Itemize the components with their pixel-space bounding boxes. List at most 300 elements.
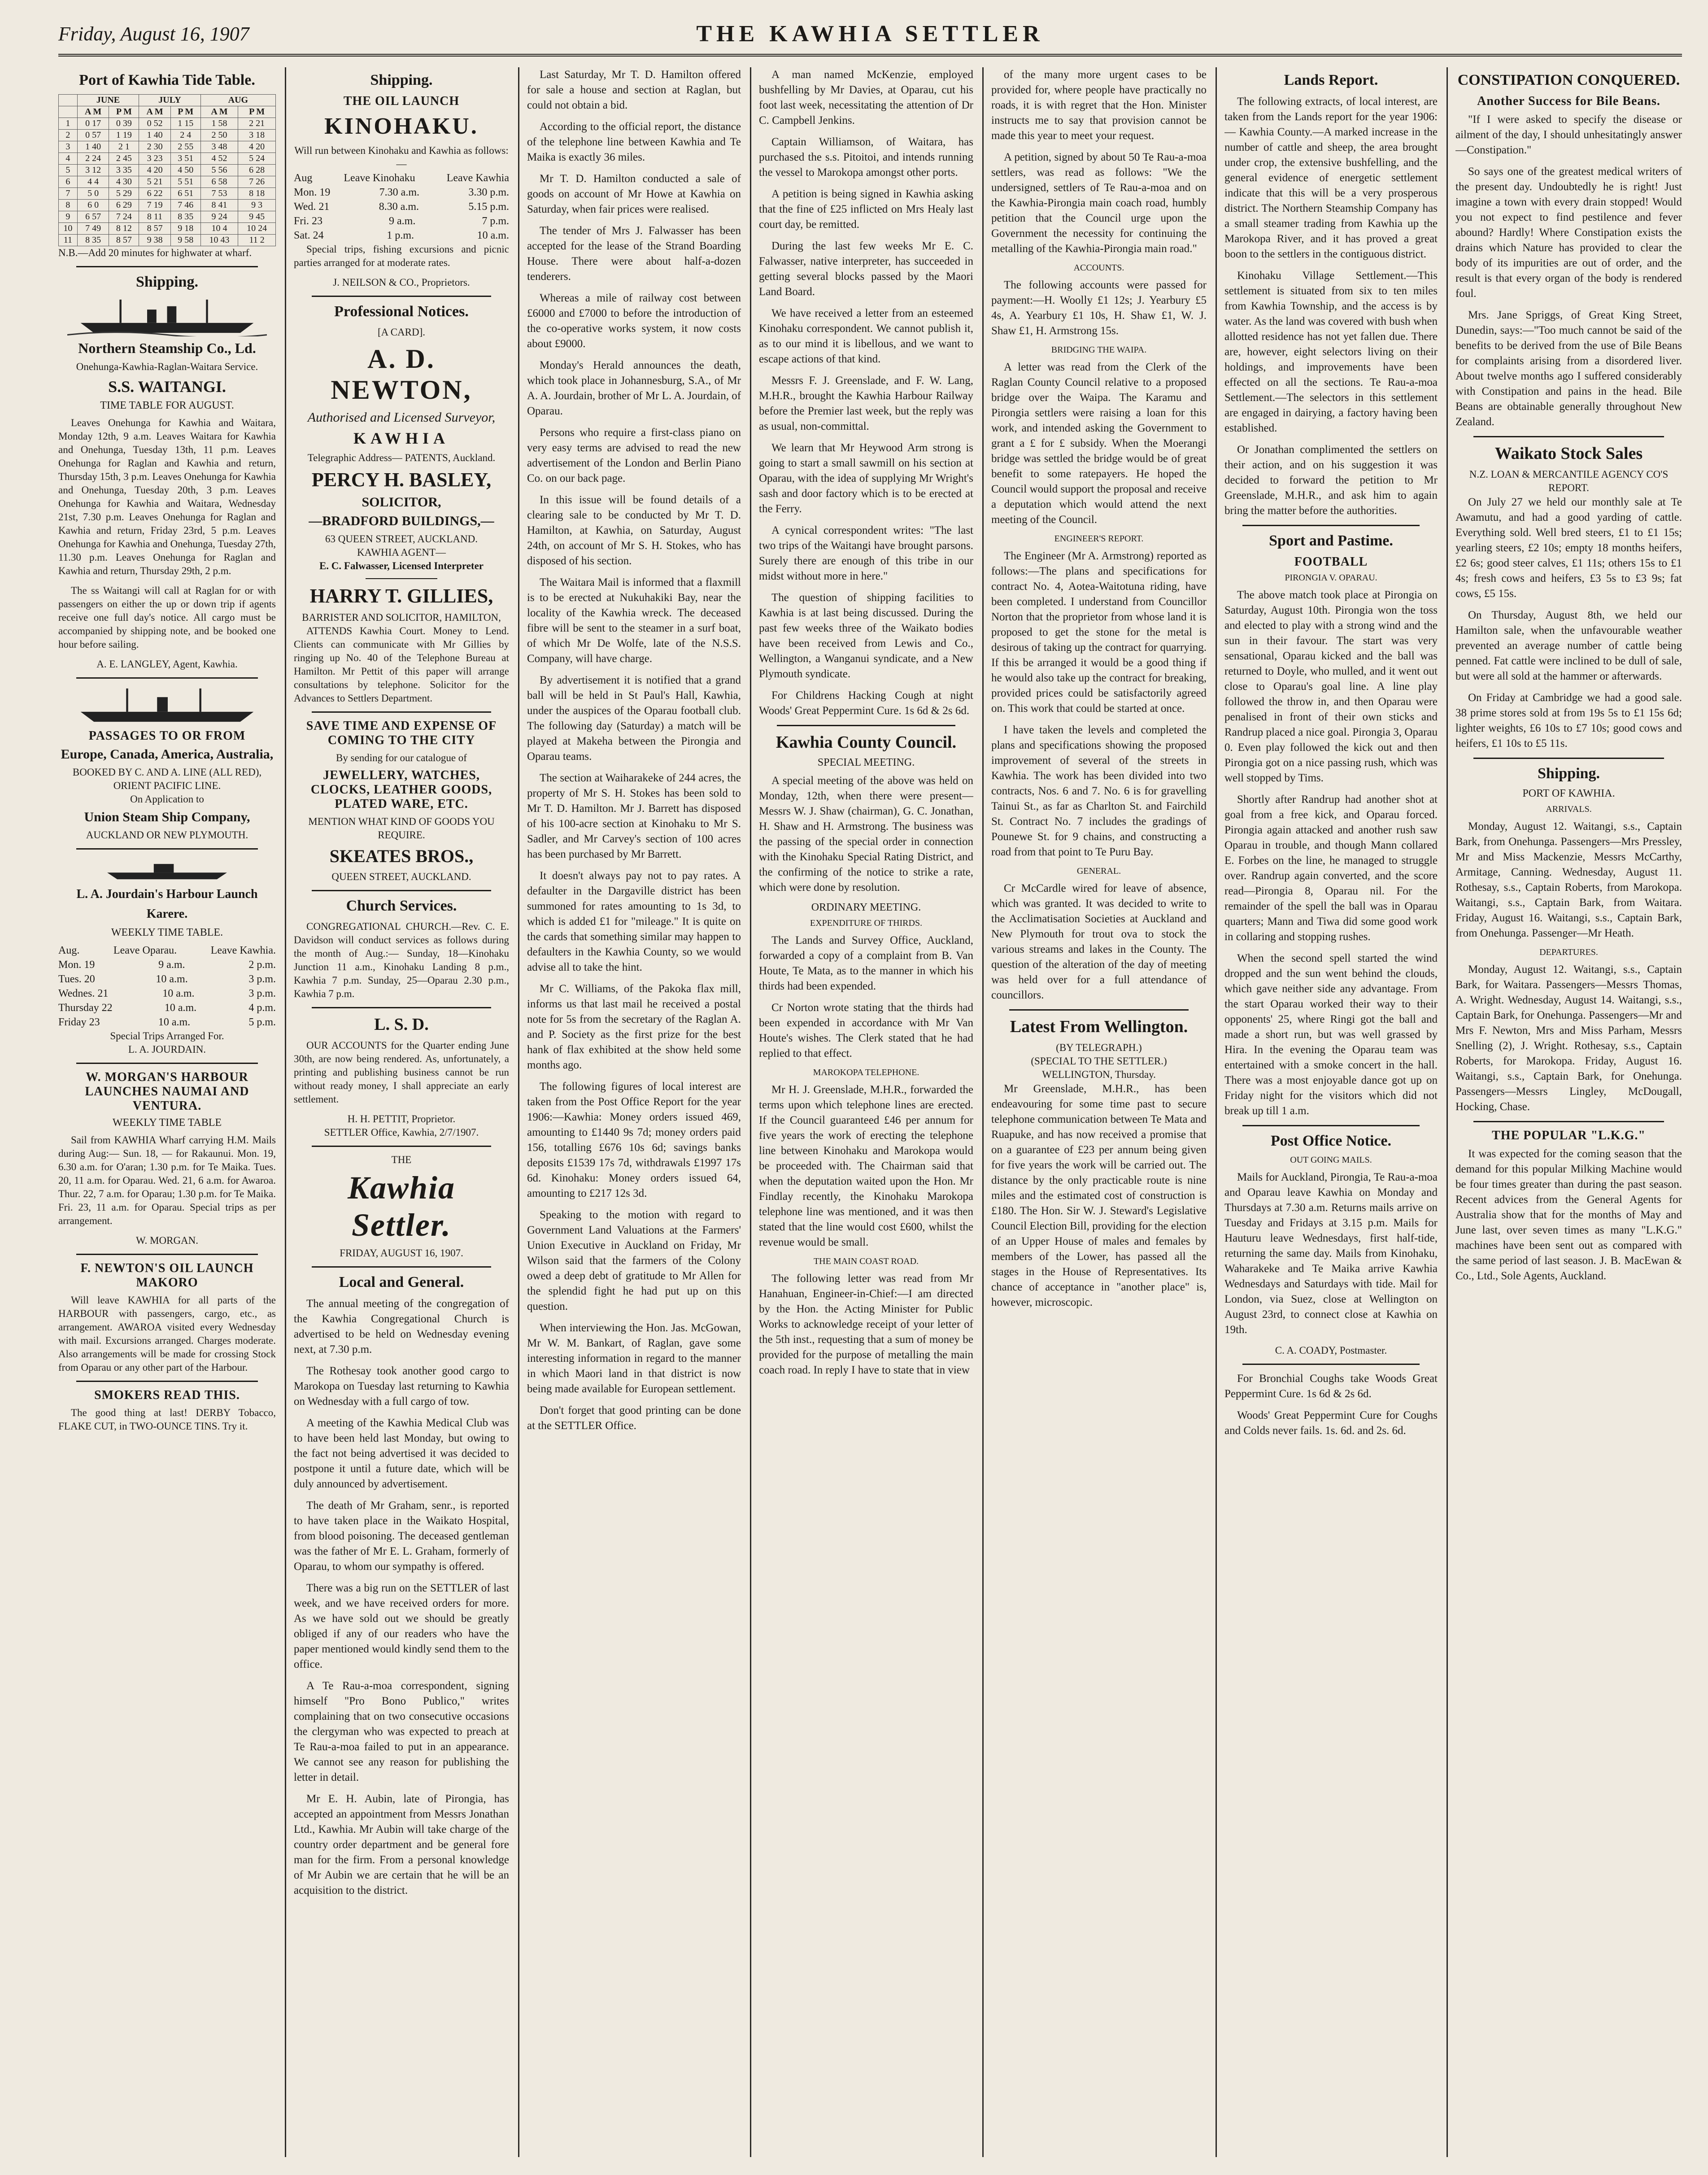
- newton-town: KAWHIA: [353, 429, 450, 447]
- tide-cell: 10 43: [200, 235, 238, 246]
- tide-cell: 9 18: [170, 223, 200, 235]
- departures-heading: DEPARTURES.: [1539, 947, 1598, 957]
- column-rule: [518, 67, 519, 2157]
- schedule-cell: 2 p.m.: [248, 959, 276, 971]
- nsc-route: Onehunga-Kawhia-Raglan-Waitara Service.: [76, 361, 258, 372]
- tide-cell: 4 20: [238, 141, 276, 153]
- tide-cell: 4 52: [200, 153, 238, 165]
- schedule-cell: 7.30 a.m.: [379, 187, 419, 198]
- schedule-cell: Thursday 22: [58, 1002, 113, 1014]
- schedule-cell: 5.15 p.m.: [468, 201, 509, 213]
- tide-cell: 8 18: [238, 188, 276, 200]
- schedule-row: [294, 200, 509, 214]
- schedule-cell: Mon. 19: [294, 187, 331, 198]
- departures-text: Monday, August 12. Waitangi, s.s., Captain Bark, for Waitara. Passengers—Messrs Thomas, A. Wright. Wednesday, August 14. Waitangi, s.s., Captain Bark, for Onehunga. Passengers—Mr and Mrs F. Newton, Mrs and Miss Parham, Messrs Snelling (2), J. Wright. Rothesay, s.s., Captain Roberts, for Marokopa. Friday, August 16. Waitangi, s.s., Captain Bark, for Onehunga. Passengers—Messrs Lingley, McDougall, Hocking, Chase.: [1455, 963, 1682, 1113]
- news-paragraph: In this issue will be found details of a clearing sale to be conducted by Mr T. D. Hamilton, at Kawhia, on Saturday, August 24th, on account of Mr S. H. Stokes, who has disposed of his section.: [527, 494, 741, 567]
- mention: MENTION WHAT KIND OF GOODS YOU REQUIRE.: [308, 816, 495, 841]
- save-sub: By sending for our catalogue of: [336, 752, 467, 763]
- nsc-title: Northern Steamship Co., Ld.: [78, 340, 256, 356]
- skeates-address: QUEEN STREET, AUCKLAND.: [331, 871, 471, 882]
- tide-cell: 4 20: [139, 165, 171, 176]
- gillies-text: ATTENDS Kawhia Court. Money to Lend. Clients can communicate with Mr Gillies by ringing up No. 40 of the Telephone Bureau at Hamilton. Mr Pettit of this paper will arrange consultations by telephone. Solicitor for the Advances to Settlers Department.: [294, 625, 509, 704]
- schedule-cell: 5 p.m.: [248, 1016, 276, 1028]
- tide-cell: 9 58: [170, 235, 200, 246]
- bridging-heading: BRIDGING THE WAIPA.: [1051, 345, 1147, 355]
- schedule-cell: Friday 23: [58, 1016, 100, 1028]
- tide-cell: 4: [59, 153, 78, 165]
- kawhia-agent: KAWHIA AGENT—: [357, 547, 446, 558]
- schedule-row: [58, 986, 276, 1001]
- tide-cell: 7 26: [238, 176, 276, 188]
- issue-date: Friday, August 16, 1907: [58, 23, 249, 45]
- tide-cell: 5 51: [170, 176, 200, 188]
- launch-illustration: [67, 856, 267, 883]
- news-paragraph: There was a big run on the SETTLER of last week, and we have received orders for more. As we have sold out we should be greatly obliged if any of our readers who have the paper mentioned would kindly send them to the office.: [294, 1582, 509, 1670]
- basley-solicitor: SOLICITOR,: [362, 495, 441, 510]
- arrivals-text: Monday, August 12. Waitangi, s.s., Captain Bark, from Onehunga. Passengers—Mrs Pressley, Mr and Miss Mackenzie, Messrs McCarthy, Armitage, Canning. Wednesday, August 11. Rothesay, s.s., Captain Roberts, from Marokopa. Waitangi, s.s., Captain Bark, from Waitara. Friday, August 16. Waitangi, s.s., Captain Bark, from Onehunga. Passenger—Mr Heath.: [1455, 820, 1682, 939]
- gillies-name: HARRY T. GILLIES,: [309, 585, 493, 607]
- tide-cell: 6 58: [200, 176, 238, 188]
- schedule-row: [58, 943, 276, 958]
- news-paragraph: Monday's Herald announces the death, which took place in Johannesburg, S.A., of Mr A. A. Jourdain, brother of Mr L. A. Jourdain, of Oparau.: [527, 359, 741, 417]
- destinations: Europe, Canada, America, Australia,: [61, 747, 274, 762]
- column-7: [1455, 67, 1682, 2157]
- bile-beans-heading: Another Success for Bile Beans.: [1477, 94, 1660, 108]
- langley-signature: A. E. LANGLEY, Agent, Kawhia.: [96, 658, 238, 670]
- tide-col-header: A M: [200, 106, 238, 118]
- marokopa-text: Mr H. J. Greenslade, M.H.R., forwarded the terms upon which telephone lines are erected. If the Council guaranteed £46 per annum for five years the work of erecting the telephone line between Kinohaku and Marokopa would be proceeded with. The Chairman said that when the deputation waited upon the Hon. Mr Findlay recently, the Kinohaku Marokopa telephone line was mentioned, and it was then stated that the line would cost £600, whilst the revenue would be small.: [759, 1084, 973, 1248]
- schedule-row: [58, 972, 276, 986]
- news-paragraph: A Te Rau-a-moa correspondent, signing himself "Pro Bono Publico," writes complaining that on two consecutive occasions the clergyman who was expected to preach at Te Rau-a-moa failed to put in an appearance. We cannot see any reason for publishing the letter in detail.: [294, 1680, 509, 1783]
- schedule-cell: 3.30 p.m.: [468, 187, 509, 198]
- wellington-heading: Latest From Wellington.: [1010, 1017, 1188, 1036]
- masthead: [58, 18, 1682, 57]
- tide-cell: 6 22: [139, 188, 171, 200]
- paper-the: THE: [391, 1154, 412, 1165]
- tide-cell: 5 56: [200, 165, 238, 176]
- smokers-heading: SMOKERS READ THIS.: [94, 1388, 240, 1402]
- schedule-cell: Wednes. 21: [58, 988, 109, 999]
- kinohaku-note: Special trips, fishing excursions and picnic parties arranged for at moderate rates.: [294, 244, 509, 268]
- tide-cell: 11 2: [238, 235, 276, 246]
- printing-note: Don't forget that good printing can be done at the SETTLER Office.: [527, 1404, 741, 1432]
- news-paragraph: The annual meeting of the congregation of the Kawhia Congregational Church is advertised to be held on Wednesday evening next, at 7.30 p.m.: [294, 1298, 509, 1356]
- booking-lines: BOOKED BY C. AND A. LINE (ALL RED), ORIENT PACIFIC LINE.: [72, 767, 262, 791]
- newton-address: Telegraphic Address— PATENTS, Auckland.: [307, 452, 496, 463]
- column-1: [58, 67, 276, 2157]
- schedule-cell: Leave Oparau.: [113, 945, 177, 956]
- tide-cell: 2 30: [139, 141, 171, 153]
- wellington-dateline: WELLINGTON, Thursday.: [1042, 1069, 1156, 1080]
- tide-cell: 2 45: [109, 153, 139, 165]
- schedule-cell: 10 a.m.: [477, 230, 509, 241]
- steamship-illustration: [67, 296, 267, 336]
- morgan-launches: W. MORGAN'S HARBOUR LAUNCHES NAUMAI AND VENTURA.: [85, 1070, 249, 1113]
- tide-cell: 0 39: [109, 118, 139, 130]
- schedule-row: [294, 214, 509, 228]
- expenditure-heading: EXPENDITURE OF THIRDS.: [810, 918, 923, 928]
- settler-office: SETTLER Office, Kawhia, 2/7/1907.: [324, 1127, 479, 1138]
- tide-cell: 3: [59, 141, 78, 153]
- accounts-heading: ACCOUNTS.: [1073, 263, 1124, 273]
- tide-cell: 5 21: [139, 176, 171, 188]
- tide-cell: 1: [59, 118, 78, 130]
- morgan-schedule: Sail from KAWHIA Wharf carrying H.M. Mails during Aug:— Sun. 18, — for Rakaunui. Mon. 19, 6.30 a.m. for O'aran; 1.30 p.m. for Te Maika. Tues. 20, 11 a.m. for Oparau. Wed. 21, 6 a.m. for Awaroa. Thur. 22, 7 a.m. for Oparau; 1.30 p.m. for Te Maika. Fri. 23, 11 a.m. for Oparau. Special trips as per arrangement.: [58, 1134, 276, 1226]
- football-heading: FOOTBALL: [1294, 555, 1368, 569]
- schedule-cell: Wed. 21: [294, 201, 330, 213]
- tide-row: [59, 200, 276, 211]
- tide-cell: 9 45: [238, 211, 276, 223]
- tide-cell: 4 4: [77, 176, 109, 188]
- tide-col-header: A M: [139, 106, 171, 118]
- shipping-heading: Shipping.: [370, 72, 433, 88]
- church-text: CONGREGATIONAL CHURCH.—Rev. C. E. Davidson will conduct services as follows during the month of Aug.:— Sunday, 18—Kinohaku Junction 11 a.m., Kinohaku Landing 8 p.m., Kawhia 7 p.m. Sunday, 25—Oparau 2.30 p.m., Kawhia 7 p.m.: [294, 921, 509, 999]
- ordinary-p2: Cr Norton wrote stating that the thirds had been expended in accordance with Mr Van Houte's wishes. The Clerk stated that he had replied to that effect.: [759, 1002, 973, 1059]
- tide-cell: 8 57: [139, 223, 171, 235]
- tide-cell: 1 15: [170, 118, 200, 130]
- column-rule: [1447, 67, 1448, 2157]
- news-paragraph: The following figures of local interest are taken from the Post Office Report for the year 1906:—Kawhia: Money orders issued 469, amounting to £1440 9s 7d; money orders paid 156, totalling £676 10s 6d; savings banks deposits £1539 17s 7d, withdrawals £1997 17s 6d. Kinohaku: Money orders issued 64, amounting to £217 12s 3d.: [527, 1081, 741, 1199]
- tide-cell: 8 41: [200, 200, 238, 211]
- tide-row: [59, 118, 276, 130]
- schedule-row: [294, 171, 509, 185]
- tide-month: AUG: [200, 95, 275, 106]
- news-paragraph: The Waitara Mail is informed that a flaxmill is to be erected at Nukuhakiki Bay, near the locality of the Kawhia wreck. The deceased fibre will be sent to the steamer in a surf boat, of which Mr De Wolfe, late of the N.S.S. Company, will have charge.: [527, 576, 741, 665]
- lands-text: The following extracts, of local interest, are taken from the Lands report for the year 1906:— Kawhia County.—A marked increase in the number of cattle and sheep, the area brought under crop, the extensive bushfelling, and the general evidence of energetic settlement indicate that this will be a very prosperous district. The Northern Steamship Company has a small steamer trading from Kawhia up the Marokopa River, and it has proved a great boon to the settlers in the contiguous district.: [1224, 96, 1438, 260]
- tide-cell: 10 4: [200, 223, 238, 235]
- news-paragraph: We have received a letter from an esteemed Kinohaku correspondent. We cannot publish it, as to our mind it is libellous, and we want to escape actions of that kind.: [759, 307, 973, 365]
- main-road-heading: THE MAIN COAST ROAD.: [813, 1256, 919, 1266]
- schedule-row: [294, 228, 509, 243]
- engineer-heading: ENGINEER'S REPORT.: [1054, 534, 1144, 544]
- tide-cell: 9 24: [200, 211, 238, 223]
- professional-heading: Professional Notices.: [334, 303, 469, 320]
- queen-street: 63 QUEEN STREET, AUCKLAND.: [325, 533, 478, 545]
- karere-schedule: [58, 943, 276, 1029]
- basley-name: PERCY H. BASLEY,: [311, 469, 492, 491]
- lands-text-2: Kinohaku Village Settlement.—This settlement is situated from six to ten miles from Kawhia Township, and the access is by water. As the land was covered with bush when allotted residence has not yet fallen due. There are, however, eight selectors living on their holdings, and improvements have been effected on all the sections. Te Rau-a-moa Settlement.—The selectors in this settlement are engaged in dairying, a factory having been established.: [1224, 270, 1438, 434]
- union-company: Union Steam Ship Company,: [84, 810, 250, 824]
- special-meeting-text: A special meeting of the above was held on Monday, 12th, when there were present—Messrs W. J. Shaw (chairman), G. C. Jonathan, H. Shaw and H. Armstrong. The business was the passing of the special order in connection with the Kinohaku Special Rating District, and the confirming of the notice to strike a rate, which were done by resolution.: [759, 775, 973, 894]
- news-paragraph: For Childrens Hacking Cough at night Woods' Great Peppermint Cure. 1s 6d & 2s 6d.: [759, 689, 973, 717]
- tide-row: [59, 141, 276, 153]
- schedule-cell: Tues. 20: [58, 973, 95, 985]
- news-paragraph: Captain Williamson, of Waitara, has purchased the s.s. Pitoitoi, and intends running the vessel to Marokopa amongst other ports.: [759, 136, 973, 179]
- tide-cell: 5 0: [77, 188, 109, 200]
- tide-cell: 10 24: [238, 223, 276, 235]
- woods-ad: Woods' Great Peppermint Cure for Coughs and Colds never fails. 1s. 6d. and 2s. 6d.: [1224, 1409, 1438, 1437]
- column-6: [1224, 67, 1438, 2157]
- tide-cell: 6 28: [238, 165, 276, 176]
- schedule-cell: 9 a.m.: [158, 959, 185, 971]
- news-paragraph: The question of shipping facilities to Kawhia is at last being discussed. During the past few weeks three of the Waikato bodies have been received from Lewis and Co., Wellington, a Wanganui syndicate, and a New Plymouth syndicate.: [759, 592, 973, 680]
- oil-launch: THE OIL LAUNCH: [343, 94, 460, 108]
- schedule-cell: Aug: [294, 172, 313, 184]
- match-heading: PIRONGIA V. OPARAU.: [1285, 573, 1377, 583]
- tide-month: JUNE: [77, 95, 139, 106]
- schedule-cell: 1 p.m.: [387, 230, 414, 241]
- tide-col-header: P M: [238, 106, 276, 118]
- shipping-heading: Shipping.: [136, 274, 198, 290]
- engineer-text: The Engineer (Mr A. Armstrong) reported as follows:—The plans and specifications for contract No. 4, Aotea-Waitotuna riding, have been completed. I understand from Councillor Norton that the proprietor from whose land it is proposed to get the stone for the metal is desirous of taking up the contract for quarrying. If this be arranged it would be a good thing if he would also take up the contract for breaking, provided prices could be satisfactorily agreed on. This work that could be started at once.: [991, 550, 1207, 715]
- column-5: [991, 67, 1207, 2157]
- news-paragraph: We learn that Mr Heywood Arm strong is going to start a small sawmill on his section at Oparau, with the idea of supplying Mr Wright's sash and door factory which is to be erected at the Ferry.: [759, 442, 973, 515]
- tide-row: [59, 130, 276, 141]
- schedule-row: [58, 958, 276, 972]
- news-paragraph: Whereas a mile of railway cost between £6000 and £7000 to before the introduction of the co-operative works system, it now costs about £9000.: [527, 292, 741, 350]
- news-paragraph: Messrs F. J. Greenslade, and F. W. Lang, M.H.R., brought the Kawhia Harbour Railway before the Premier last week, but the reply was as usual, non-committal.: [759, 375, 973, 432]
- constipation-heading: CONSTIPATION CONQUERED.: [1457, 72, 1680, 88]
- tide-cell: 4 30: [109, 176, 139, 188]
- pettit-signature: H. H. PETTIT, Proprietor.: [347, 1113, 456, 1125]
- news-paragraph: A man named McKenzie, employed bushfelling by Mr Davies, at Oparau, cut his foot last week, necessitating the attention of Dr C. Campbell Jenkins.: [759, 69, 973, 126]
- tide-cell: 11: [59, 235, 78, 246]
- tide-cell: 2 50: [200, 130, 238, 141]
- lsd-heading: L. S. D.: [374, 1015, 429, 1034]
- news-paragraph: The tender of Mrs J. Falwasser has been accepted for the lease of the Strand Boarding House. There were about half-a-dozen tenderers.: [527, 225, 741, 283]
- column-rule: [1216, 67, 1217, 2157]
- steamship-illustration: [67, 685, 267, 725]
- lsd-text: OUR ACCOUNTS for the Quarter ending June 30th, are now being rendered. As, unfortunately, a printing and publishing business cannot be run without ready money, I shall appreciate an early settlement.: [294, 1040, 509, 1105]
- tide-cell: 1 58: [200, 118, 238, 130]
- tide-cell: 10: [59, 223, 78, 235]
- sport-text-3: When the second spell started the wind dropped and the sun went behind the clouds, which gave neither side any advantage. From the start Oparau worked their way to their opponents' 25, where Ringi got the ball and made a short run, but was well grassed by Hira. In the evening the Oparau team was entertained with a smoke concert in the hall. There was a most enjoyable dance got up on Friday night for the visitors which did not break up till 1 a.m.: [1224, 952, 1438, 1117]
- local-general-list: [294, 1296, 509, 1898]
- news-paragraph: Speaking to the motion with regard to Government Land Valuations at the Farmers' Union Executive in Auckland on Friday, Mr Wilson said that the farmers of the Colony owed a deep debt of gratitude to Mr Allen for the splendid fight he had put up on this question.: [527, 1209, 741, 1312]
- kinohaku-schedule: [294, 171, 509, 243]
- news-paragraph: Mr E. H. Aubin, late of Pirongia, has accepted an appointment from Messrs Jonathan Ltd., Kawhia. Mr Aubin will take charge of the country order department and be general fore man for the firm. From a personal knowledge of Mr Aubin we are certain that he will be an acquisition to the district.: [294, 1793, 509, 1896]
- schedule-row: [58, 1015, 276, 1029]
- karere-weekly: WEEKLY TIME TABLE.: [111, 927, 223, 938]
- nz-loan-heading: N.Z. LOAN & MERCANTILE AGENCY CO'S REPORT.: [1469, 469, 1669, 493]
- schedule-row: [58, 1001, 276, 1015]
- tide-cell: 2 4: [170, 130, 200, 141]
- tide-col-header: P M: [109, 106, 139, 118]
- news-paragraphs: [759, 67, 973, 719]
- morgan-weekly: WEEKLY TIME TABLE: [112, 1117, 222, 1129]
- falwasser: E. C. Falwasser, Licensed Interpreter: [319, 560, 484, 571]
- tide-cell: 7 53: [200, 188, 238, 200]
- schedule-cell: 4 p.m.: [248, 1002, 276, 1014]
- tide-cell: 5 29: [109, 188, 139, 200]
- tide-cell: 2 55: [170, 141, 200, 153]
- tide-cell: 1 40: [77, 141, 109, 153]
- bile-p2: So says one of the greatest medical writers of the present day. Undoubtedly he is right! Just imagine a town with every drain stopped! Would you not expect to find pestilence and fever abound? Hardly! Where Constipation exists the drains which Nature has provided to clear the body of its impurities are out of order, and the result is that every organ of the body is rendered foul.: [1455, 166, 1682, 300]
- paper-date: FRIDAY, AUGUST 16, 1907.: [340, 1247, 463, 1259]
- schedule-cell: 7 p.m.: [482, 215, 509, 227]
- schedule-cell: Mon. 19: [58, 959, 95, 971]
- tide-cell: 7 46: [170, 200, 200, 211]
- tide-col-header: [59, 106, 78, 118]
- tide-cell: 2 21: [238, 118, 276, 130]
- tide-cell: 9 38: [139, 235, 171, 246]
- tide-col-header: P M: [170, 106, 200, 118]
- tide-row: [59, 165, 276, 176]
- local-general-heading: Local and General.: [339, 1274, 464, 1290]
- smokers-text: The good thing at last! DERBY Tobacco, FLAKE CUT, in TWO-OUNCE TINS. Try it.: [58, 1407, 276, 1432]
- lkg-heading: THE POPULAR "L.K.G.": [1492, 1129, 1646, 1142]
- news-paragraph: Persons who require a first-class piano on very easy terms are advised to read the new advertisement of the London and Berlin Piano Co. on our back page.: [527, 427, 741, 484]
- tide-cell: 6 0: [77, 200, 109, 211]
- tide-cell: 8 57: [109, 235, 139, 246]
- post-office-heading: Post Office Notice.: [1270, 1133, 1392, 1149]
- schedule-cell: 10 a.m.: [156, 973, 188, 985]
- news-paragraph: During the last few weeks Mr E. C. Falwasser, native interpreter, has succeeded in getting several blocks passed by the Maori Land Board.: [759, 240, 973, 298]
- tide-cell: 3 18: [238, 130, 276, 141]
- tide-cell: 2 1: [109, 141, 139, 153]
- news-paragraph: Last Saturday, Mr T. D. Hamilton offered for sale a house and section at Raglan, but could not obtain a bid.: [527, 69, 741, 111]
- tide-month: JULY: [139, 95, 200, 106]
- bridging-text: A letter was read from the Clerk of the Raglan County Council relative to a proposed bridge over the Waipa. The Karamu and Pirongia settlers were raising a loan for this work, and intended asking the Government to grant a £ for £ subsidy. When the Moerangi bridge was settled the bridge would be of great benefit to some ratepayers. He hoped the Council would support the proposal and receive a deputation which would attend the next meeting of the Council.: [991, 361, 1207, 526]
- column-4: [759, 67, 973, 2157]
- tide-cell: 0 57: [77, 130, 109, 141]
- tide-cell: 6 29: [109, 200, 139, 211]
- tide-cell: 1 40: [139, 130, 171, 141]
- schedule-cell: Aug.: [58, 945, 80, 956]
- news-paragraph: A cynical correspondent writes: "The last two trips of the Waitangi have brought parsons. Surely there are enough of this tribe in our midst without more in here.": [759, 524, 973, 582]
- schedule-cell: 3 p.m.: [248, 973, 276, 985]
- bile-p1: "If I were asked to specify the disease or ailment of the day, I should unhesitatingly answer—Constipation.": [1455, 113, 1682, 156]
- tide-cell: 1 19: [109, 130, 139, 141]
- port-heading: PORT OF KAWHIA.: [1522, 788, 1615, 799]
- news-paragraph: Mr T. D. Hamilton conducted a sale of goods on account of Mr Howe at Kawhia on Saturday, when fair prices were realised.: [527, 173, 741, 215]
- schedule-cell: 3 p.m.: [248, 988, 276, 999]
- schedule-cell: 10 a.m.: [158, 1016, 191, 1028]
- tide-cell: 3 51: [170, 153, 200, 165]
- general-heading: GENERAL.: [1076, 866, 1121, 876]
- church-heading: Church Services.: [346, 898, 457, 914]
- news-paragraph: It doesn't always pay not to pay rates. A defaulter in the Dargaville district has been summoned for rates amounting to 1s 3d, to which is added £1 for "mileage." It is quite on the cards that something similar may happen to defaulters in the Kawhia County, so we would advise all to take the hint.: [527, 870, 741, 973]
- newton-title: Authorised and Licensed Surveyor,: [307, 410, 496, 425]
- special-meeting: SPECIAL MEETING.: [817, 757, 915, 768]
- tide-cell: 0 17: [77, 118, 109, 130]
- schedule-cell: Leave Kinohaku: [344, 172, 415, 184]
- tide-cell: 9 3: [238, 200, 276, 211]
- news-paragraph: A meeting of the Kawhia Medical Club was to have been held last Monday, but owing to the fact not being advertised it was decided to postpone it until a future date, which will be duly announced by advertisement.: [294, 1417, 509, 1490]
- tide-cell: 3 12: [77, 165, 109, 176]
- local-news-list: [527, 67, 741, 1397]
- tide-cell: 3 35: [109, 165, 139, 176]
- schedule-cell: 10 a.m.: [164, 1002, 197, 1014]
- news-paragraph: According to the official report, the distance of the telephone line between Kawhia and Te Maika is exactly 36 miles.: [527, 121, 741, 163]
- column-3: [527, 67, 741, 2157]
- ordinary-meeting: ORDINARY MEETING.: [811, 902, 921, 913]
- stock-p2: On Thursday, August 8th, we held our Hamilton sale, when the unfavourable weather prevented an average number of cattle being penned. Fat cattle were inclined to be dull of sale, but were all sold at the hammer or afterwards.: [1455, 609, 1682, 682]
- engineer-text-2: I have taken the levels and completed the plans and specifications showing the proposed improvement of several of the streets in Kawhia. The work has been divided into two contracts, Nos. 6 and 7. No. 6 is for gravelling Tainui St., as far as Charlton St. and Fairchild St. Contract No. 7 includes the gradings of Pounewe St. for 9 chains, and constructing a road from that point to Te Puru Bay.: [991, 724, 1207, 858]
- paper-title: THE KAWHIA SETTLER: [696, 21, 1044, 47]
- tide-cell: 7 19: [139, 200, 171, 211]
- waitangi-note: The ss Waitangi will call at Raglan for or with passengers on either the up or down trip if agents receive one full day's notice. All cargo must be accompanied by shipping note, and be booked one hour before sailing.: [58, 585, 276, 650]
- schedule-row: [294, 185, 509, 200]
- news-paragraph: A petition is being signed in Kawhia asking that the fine of £25 inflicted on Mrs Healy last court day, be remitted.: [759, 188, 973, 231]
- apply-text: On Application to: [130, 793, 204, 805]
- schedule-cell: Leave Kawhia: [446, 172, 509, 184]
- sport-text-2: Shortly after Randrup had another shot at goal from a free kick, and Oparau forced. Pirongia again attacked and another rush saw Oparau in trouble, and though Mann collared E. Forbes on the line, he managed to struggle over. Randrup again converted, and the score read—Pirongia 8, Oparau nil. For the remainder of the spell the ball was in Oparau quarters; Mann and Tiwa did some good work in collaring and stopping rushes.: [1224, 793, 1438, 943]
- schedule-cell: 9 a.m.: [389, 215, 416, 227]
- waitangi-times: Leaves Onehunga for Kawhia and Waitara, Monday 12th, 9 a.m. Leaves Waitara for Kawhia and Onehunga, Tuesday 13th, 11 p.m. Leaves Onehunga for Raglan and Kawhia and return, Thursday 15th, 3 p.m. Leaves Onehunga for Kawhia and Onehunga, Tuesday 20th, 3 p.m. Leaves Onehunga for Kawhia and Waitara, Wednesday 21st, 7.30 p.m. Leaves Onehunga for Raglan and Kawhia and return, Friday 23rd, 5 p.m. Leaves Onehunga for Kawhia and Onehunga, Tuesday 27th, 11.30 p.m. Leaves Onehunga for Raglan and Kawhia and return, Thursday 29th, 2 p.m.: [58, 417, 276, 576]
- tide-row: [59, 235, 276, 246]
- bile-p3: Mrs. Jane Spriggs, of Great King Street, Dunedin, says:—"Too much cannot be said of the benefits to be derived from the use of Bile Beans for complaints arising from a disordered liver. About twelve months ago I suffered considerably with Constipation and pains in the head. Bile Beans are obtainable generally throughout New Zealand.: [1455, 309, 1682, 428]
- jourdain-signature: L. A. JOURDAIN.: [128, 1044, 206, 1055]
- tide-cell: 6 57: [77, 211, 109, 223]
- by-telegraph: (BY TELEGRAPH.): [1056, 1042, 1142, 1053]
- tide-cell: 5 24: [238, 153, 276, 165]
- tide-cell: 8: [59, 200, 78, 211]
- tide-row: [59, 211, 276, 223]
- newton-name: A. D. NEWTON,: [331, 344, 472, 405]
- col5-p1: of the many more urgent cases to be provided for, where people have practically no roads, it is with regret that the Hon. Minister instructs me to say that provision cannot be made this year to meet your request.: [991, 69, 1207, 142]
- column-rule: [285, 67, 286, 2157]
- tide-table: [58, 94, 276, 246]
- column-rule: [982, 67, 984, 2157]
- sport-heading: Sport and Pastime.: [1269, 532, 1393, 549]
- schedule-cell: Sat. 24: [294, 230, 324, 241]
- tide-col-header: A M: [77, 106, 109, 118]
- news-paragraph: Mr C. Williams, of the Pakoka flax mill, informs us that last mail he received a postal note for 5s from the secretary of the Raglan A. and P. Society as the first prize for the best hank of flax exhibited at the show held some months ago.: [527, 983, 741, 1071]
- jourdain-launch: L. A. Jourdain's Harbour Launch: [76, 887, 258, 901]
- gillies-title: BARRISTER AND SOLICITOR, HAMILTON,: [302, 612, 501, 623]
- schedule-cell: Leave Kawhia.: [210, 945, 276, 956]
- special-trips: Special Trips Arranged For.: [110, 1030, 224, 1042]
- column-2: [294, 67, 509, 2157]
- special-to-settler: (SPECIAL TO THE SETTLER.): [1031, 1055, 1167, 1067]
- news-paragraph: When interviewing the Hon. Jas. McGowan, Mr W. M. Bankart, of Raglan, gave some interesting information in regard to the manner in which Maori land in that district is now being made available for European settlement.: [527, 1322, 741, 1395]
- kinohaku-sub: Will run between Kinohaku and Kawhia as follows:—: [294, 145, 509, 170]
- schedule-cell: Fri. 23: [294, 215, 323, 227]
- skeates: SKEATES BROS.,: [329, 846, 474, 866]
- waikato-stock-heading: Waikato Stock Sales: [1494, 444, 1643, 463]
- tide-row: [59, 176, 276, 188]
- general-text: Cr McCardle wired for leave of absence, which was granted. It was decided to write to the Acclimatisation Societies at Auckland and New Plymouth for trout ova to stock the various streams and lakes in the County. The question of the alteration of the day of meeting was held over for a full attendance of councillors.: [991, 882, 1207, 1001]
- tide-cell: 5: [59, 165, 78, 176]
- news-paragraph: The death of Mr Graham, senr., is reported to have taken place in the Waikato Hospital, from blood poisoning. The deceased gentleman was the father of Mr E. L. Graham, formerly of Oparau, to whom our sympathy is offered.: [294, 1499, 509, 1573]
- bradford-buildings: —BRADFORD BUILDINGS,—: [309, 514, 494, 528]
- main-road-text: The following letter was read from Mr Hanahuan, Engineer-in-Chief:—I am directed by the Hon. the Acting Minister for Public Works to acknowledge receipt of your letter of the 5th inst., requesting that a sum of money be provided for the purpose of metalling the main coach road. In reply I have to state that in view: [759, 1273, 973, 1376]
- accounts-text: The following accounts were passed for payment:—H. Woolly £1 12s; J. Yearbury £5 4s, A. Yearbury £1 10s, H. Shaw £1, W. J. Shaw £1, H. Armstrong 15s.: [991, 279, 1207, 337]
- tide-cell: 2: [59, 130, 78, 141]
- tide-cell: 6 51: [170, 188, 200, 200]
- jewellery: JEWELLERY, WATCHES, CLOCKS, LEATHER GOODS, PLATED WARE, ETC.: [310, 768, 492, 811]
- tide-row: [59, 153, 276, 165]
- tide-cell: 6: [59, 176, 78, 188]
- tide-row: [59, 188, 276, 200]
- passages-heading: PASSAGES TO OR FROM: [88, 729, 246, 743]
- waitangi-subtitle: TIME TABLE FOR AUGUST.: [100, 400, 234, 411]
- tide-cell: 8 12: [109, 223, 139, 235]
- tide-row: [59, 223, 276, 235]
- arrivals-heading: ARRIVALS.: [1546, 804, 1592, 814]
- tide-cell: 3 23: [139, 153, 171, 165]
- lands-text-3: Or Jonathan complimented the settlers on their action, and on his suggestion it was decided to forward the petition to Mr Greenslade, M.H.R., and ask him to again bring the matter before the authorities.: [1224, 444, 1438, 517]
- kinohaku-title: KINOHAKU.: [324, 113, 479, 139]
- morgan-signature: W. MORGAN.: [135, 1235, 199, 1246]
- tide-cell: 4 50: [170, 165, 200, 176]
- news-paragraph: The Rothesay took another good cargo to Marokopa on Tuesday last returning to Kawhia on Wednesday with a full cargo of tow.: [294, 1365, 509, 1408]
- tide-cell: 3 48: [200, 141, 238, 153]
- county-council-heading: Kawhia County Council.: [776, 733, 957, 752]
- schedule-cell: 8.30 a.m.: [379, 201, 419, 213]
- marokopa-heading: MAROKOPA TELEPHONE.: [813, 1068, 919, 1077]
- tide-cell: 7 24: [109, 211, 139, 223]
- news-paragraph: By advertisement it is notified that a grand ball will be held in St Paul's Hall, Kawhia, under the auspices of the Oparau football club. The following day (Saturday) a match will be played at Makeha between the Pirongia and Oparau teams.: [527, 674, 741, 763]
- tide-cell: 8 35: [77, 235, 109, 246]
- a-card: [A CARD].: [377, 327, 426, 338]
- ordinary-p1: The Lands and Survey Office, Auckland, forwarded a copy of a complaint from B. Van Houte, Te Mata, as to the manner in which his thirds had been expended.: [759, 934, 973, 992]
- newton-launch-text: Will leave KAWHIA for all parts of the HARBOUR with passengers, cargo, etc., as arrangement. AWAROA visited every Wednesday with mail. Excursions arranged. Charges moderate. Also arrangements will be made for crossing Stock from Oparau or any other part of the Harbour.: [58, 1295, 276, 1373]
- tide-table-title: Port of Kawhia Tide Table.: [79, 72, 255, 88]
- tide-cell: 7: [59, 188, 78, 200]
- tide-cell: 8 11: [139, 211, 171, 223]
